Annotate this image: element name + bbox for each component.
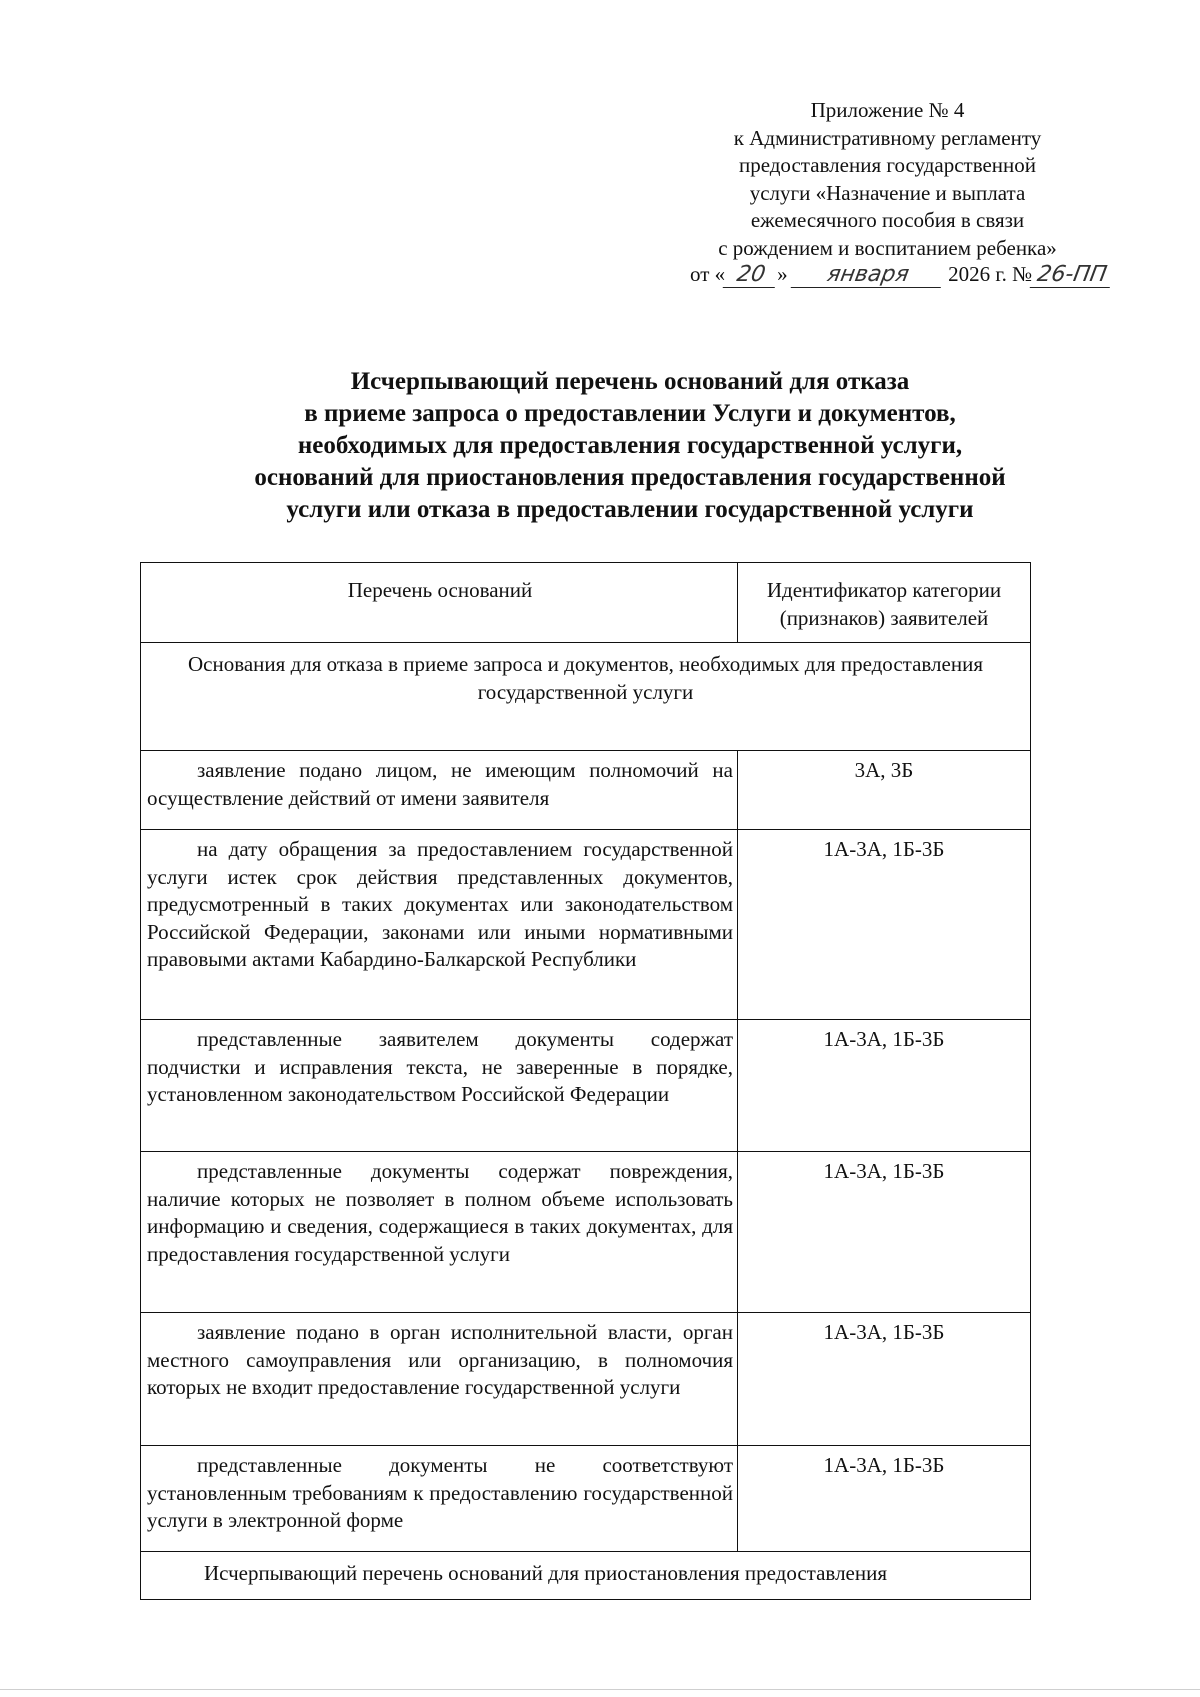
section-row	[141, 1551, 1030, 1599]
table-row	[141, 1312, 1030, 1445]
table-row	[141, 829, 1030, 1019]
applicant-id: 3А, 3Б	[854, 758, 914, 782]
ground-text: представленные заявителем документы содержат подчистки и исправления текста, не заверенные в порядке, установленном законодательством Российской Федерации	[141, 1020, 738, 1151]
document-title	[140, 366, 1120, 526]
table-header-row	[141, 563, 1030, 642]
date-mid: »	[777, 262, 788, 286]
number-prefix: №	[1012, 262, 1033, 286]
approval-date-line	[690, 262, 1112, 288]
handwritten-day: 20	[723, 262, 780, 288]
section-heading: Основания для отказа в приеме запроса и документов, необходимых для предоставления государственной услуги	[188, 652, 983, 704]
ground-text: представленные документы не соответствуют установленным требованиям к предоставлению государственной услуги в электронной форме	[141, 1446, 738, 1551]
appendix-line: с рождением и воспитанием ребенка»	[718, 235, 1057, 260]
table-row	[141, 1445, 1030, 1551]
date-year: 2026 г.	[948, 262, 1007, 286]
title-line: в приеме запроса о предоставлении Услуги и документов,	[304, 400, 956, 427]
appendix-line: к Административному регламенту	[733, 125, 1042, 150]
section-row	[141, 642, 1030, 750]
handwritten-number: 26-ПП	[1030, 262, 1115, 288]
title-line: необходимых для предоставления государственной услуги,	[297, 432, 963, 459]
title-line: услуги или отказа в предоставлении государственной услуги	[286, 496, 974, 523]
ground-text: заявление подано в орган исполнительной власти, орган местного самоуправления или организацию, в полномочия которых не входит предоставление государственной услуги	[141, 1313, 738, 1445]
ground-text: на дату обращения за предоставлением государственной услуги истек срок действия представленных документов, предусмотренный в таких документах или законодательством Российской Федерации, законами или иными нормативными правовыми актами Кабардино-Балкарской Республики	[141, 830, 738, 1019]
title-line: Исчерпывающий перечень оснований для отказа	[350, 368, 910, 395]
table-row	[141, 1019, 1030, 1151]
header-grounds: Перечень оснований	[141, 563, 738, 642]
handwritten-month: января	[791, 262, 946, 288]
applicant-id: 1А-3А, 1Б-3Б	[823, 1159, 945, 1183]
header-applicant-id: Идентификатор категории (признаков) заявителей	[766, 578, 1002, 630]
ground-text: заявление подано лицом, не имеющим полномочий на осуществление действий от имени заявителя	[141, 751, 738, 829]
appendix-line: Приложение № 4	[810, 98, 965, 122]
table-row	[141, 750, 1030, 829]
section-heading: Исчерпывающий перечень оснований для приостановления предоставления	[204, 1561, 888, 1585]
appendix-line: ежемесячного пособия в связи	[750, 208, 1025, 232]
grounds-table	[140, 562, 1031, 1600]
applicant-id: 1А-3А, 1Б-3Б	[823, 837, 945, 861]
appendix-line: предоставления государственной	[738, 153, 1037, 177]
ground-text: представленные документы содержат повреждения, наличие которых не позволяет в полном объеме использовать информацию и сведения, содержащиеся в таких документах, для предоставления государственной услуги	[141, 1152, 738, 1312]
date-prefix: от «	[690, 262, 726, 286]
applicant-id: 1А-3А, 1Б-3Б	[823, 1320, 945, 1344]
title-line: оснований для приостановления предоставления государственной	[254, 464, 1006, 491]
applicant-id: 1А-3А, 1Б-3Б	[823, 1027, 945, 1051]
table-row	[141, 1151, 1030, 1312]
applicant-id: 1А-3А, 1Б-3Б	[823, 1453, 945, 1477]
appendix-header	[650, 97, 1125, 262]
scan-edge-divider	[0, 1689, 1200, 1690]
appendix-line: услуги «Назначение и выплата	[749, 180, 1026, 205]
